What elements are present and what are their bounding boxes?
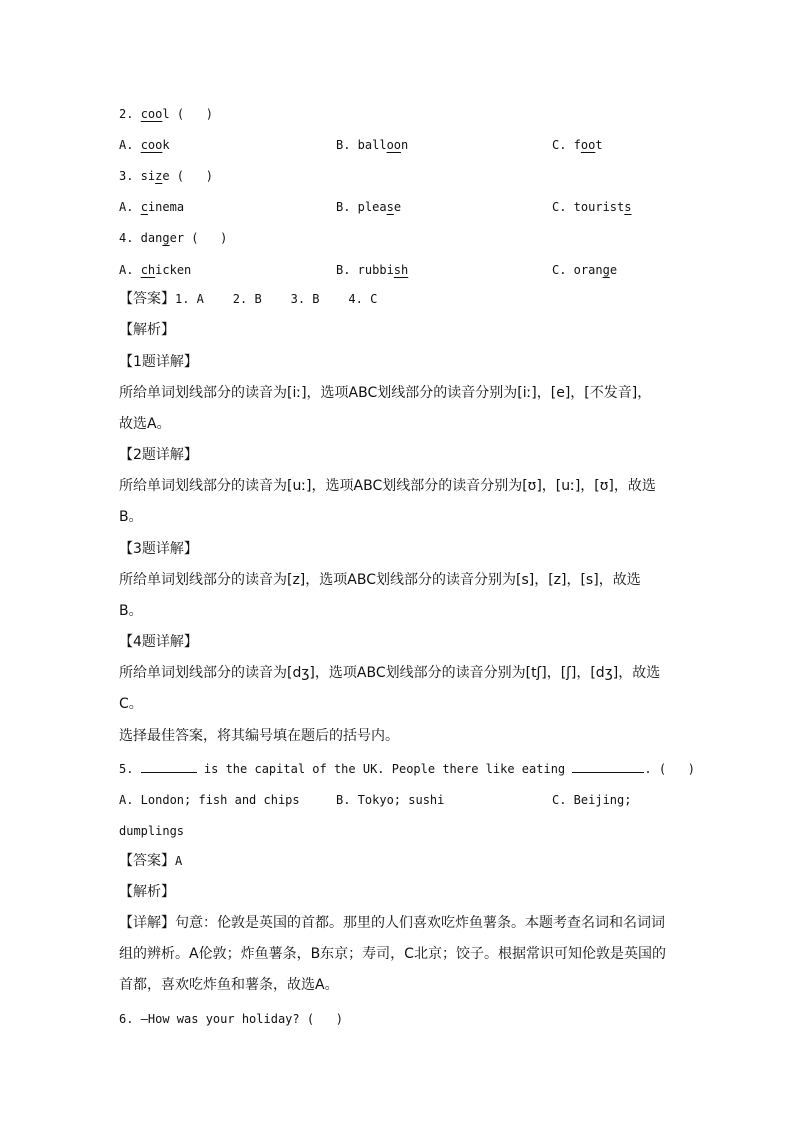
detail-5-line-1: 【详解】句意：伦敦是英国的首都。那里的人们喜欢吃炸鱼薯条。本题考查名词和名词词 [119,915,665,931]
q3-option-c: C. tourists [552,200,632,214]
section-instruction: 选择最佳答案，将其编号填在题后的括号内。 [119,728,399,744]
detail-1-title: 【1题详解】 [119,354,198,370]
detail-3-line-2: B。 [119,603,143,619]
question-2-stem: 2. cool ( ) [119,107,213,121]
q4-option-b: B. rubbish [336,263,409,277]
detail-3-line-1: 所给单词划线部分的读音为[z]，选项ABC划线部分的读音分别为[s]，[z]，[s]，故选 [119,572,641,588]
answer-blank-1 [141,760,197,773]
detail-2-line-1: 所给单词划线部分的读音为[uː]，选项ABC划线部分的读音分别为[ʊ]，[uː]，[ʊ]，故选 [119,478,656,494]
detail-2-line-2: B。 [119,509,143,525]
detail-1-line-1: 所给单词划线部分的读音为[iː]，选项ABC划线部分的读音分别为[iː]，[e]，[不发音]， [119,385,652,401]
detail-4-line-1: 所给单词划线部分的读音为[dʒ]，选项ABC划线部分的读音分别为[tʃ]，[ʃ]，[dʒ]，故选 [119,665,661,681]
detail-5-line-3: 首都，喜欢吃炸鱼和薯条，故选A。 [119,977,339,993]
q2-option-a: A. cook [119,138,170,152]
answer-line-1-4: 【答案】1. A 2. B 3. B 4. C [119,291,378,307]
q4-option-a: A. chicken [119,263,192,277]
detail-5-line-2: 组的辨析。A伦敦；炸鱼薯条，B东京；寿司，C北京；饺子。根据常识可知伦敦是英国的 [119,946,666,962]
q2-option-c: C. foot [552,138,603,152]
underlined-part: coo [140,107,163,121]
answer-blank-2 [572,760,644,773]
q5-option-c: C. Beijing; [552,793,632,807]
detail-2-title: 【2题详解】 [119,447,198,463]
question-3-stem: 3. size ( ) [119,169,213,183]
detail-4-line-2: C。 [119,696,143,712]
question-6-stem: 6. —How was your holiday? ( ) [119,1012,343,1026]
detail-3-title: 【3题详解】 [119,541,198,557]
analysis-heading-1: 【解析】 [119,322,175,338]
question-4-stem: 4. danger ( ) [119,231,228,245]
q2-option-b: B. balloon [336,138,409,152]
analysis-heading-5: 【解析】 [119,884,175,900]
q5-option-a: A. London; fish and chips [119,793,300,807]
q5-option-b: B. Tokyo; sushi [336,793,445,807]
detail-1-line-2: 故选A。 [119,416,171,432]
question-5-stem: 5. is the capital of the UK. People there like eating . ( ) [119,762,695,776]
q4-option-c: C. orange [552,263,618,277]
q5-option-c-continued: dumplings [119,824,185,838]
q3-option-a: A. cinema [119,200,185,214]
answer-line-5: 【答案】A [119,853,183,869]
detail-4-title: 【4题详解】 [119,634,198,650]
q3-option-b: B. please [336,200,402,214]
